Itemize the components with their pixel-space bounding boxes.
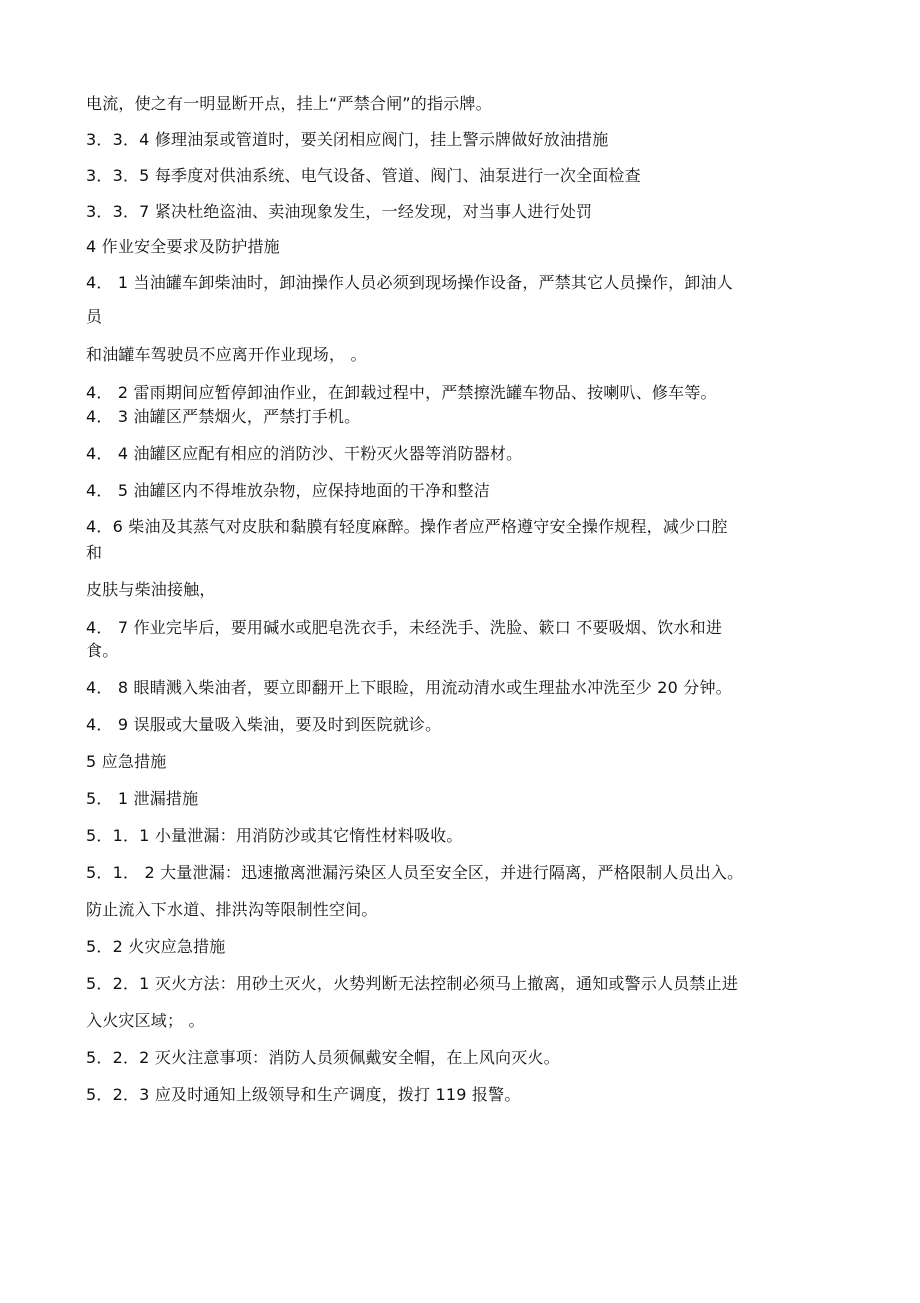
text-line-5-2-1-cont: 入火灾区域； 。 <box>86 1011 205 1030</box>
text-line-4-8: 4． 8 眼睛溅入柴油者，要立即翻开上下眼睑，用流动清水或生理盐水冲洗至少 20 分钟。 <box>86 678 732 697</box>
text-line-continuation: 电流，使之有一明显断开点，挂上“严禁合闸”的指示牌。 <box>86 94 492 113</box>
text-line-5-2-3: 5．2．3 应及时通知上级领导和生产调度，拨打 119 报警。 <box>86 1085 521 1104</box>
text-line-4-6: 4．6 柴油及其蒸气对皮肤和黏膜有轻度麻醉。操作者应严格遵守安全操作规程，减少口腔 <box>86 517 728 536</box>
text-line-4-1: 4． 1 当油罐车卸柴油时，卸油操作人员必须到现场操作设备，严禁其它人员操作，卸油人 <box>86 273 733 292</box>
text-line-4-2: 4． 2 雷雨期间应暂停卸油作业，在卸载过程中，严禁擦洗罐车物品、按喇叭、修车等。 <box>86 383 717 402</box>
text-line-4-1-cont: 和油罐车驾驶员不应离开作业现场， 。 <box>86 345 367 364</box>
text-line-4-1-wrap: 员 <box>86 307 103 326</box>
text-line-5-1-2-cont: 防止流入下水道、排洪沟等限制性空间。 <box>86 900 378 919</box>
text-line-5-2-1: 5．2．1 灭火方法：用砂土灭火，火势判断无法控制必须马上撤离，通知或警示人员禁止进 <box>86 974 739 993</box>
text-line-4-4: 4． 4 油罐区应配有相应的消防沙、干粉灭火器等消防器材。 <box>86 444 523 463</box>
text-line-4-5: 4． 5 油罐区内不得堆放杂物，应保持地面的干净和整洁 <box>86 481 490 500</box>
text-line-5-1-2: 5．1． 2 大量泄漏：迅速撤离泄漏污染区人员至安全区，并进行隔离，严格限制人员出入。 <box>86 863 744 882</box>
text-line-4-7-wrap: 食。 <box>86 641 119 660</box>
text-line-3-3-7: 3．3．7 紧决杜绝盗油、卖油现象发生，一经发现，对当事人进行处罚 <box>86 202 593 221</box>
text-line-4-6-wrap: 和 <box>86 543 103 562</box>
text-line-4-7: 4． 7 作业完毕后，要用碱水或肥皂洗衣手，未经洗手、洗脸、簌口 不要吸烟、饮水和进 <box>86 618 723 637</box>
text-line-4-6-cont: 皮肤与柴油接触， <box>86 580 216 599</box>
text-line-4-9: 4． 9 误服或大量吸入柴油，要及时到医院就诊。 <box>86 715 442 734</box>
section-heading-4: 4 作业安全要求及防护措施 <box>86 237 280 256</box>
text-line-3-3-4: 3．3．4 修理油泵或管道时，要关闭相应阀门，挂上警示牌做好放油措施 <box>86 130 609 149</box>
section-heading-5: 5 应急措施 <box>86 752 167 771</box>
text-line-5-1-1: 5．1．1 小量泄漏：用消防沙或其它惰性材料吸收。 <box>86 826 463 845</box>
text-line-5-2-2: 5．2．2 灭火注意事项：消防人员须佩戴安全帽，在上风向灭火。 <box>86 1048 560 1067</box>
text-line-3-3-5: 3．3．5 每季度对供油系统、电气设备、管道、阀门、油泵进行一次全面检查 <box>86 166 641 185</box>
subsection-heading-5-1: 5． 1 泄漏措施 <box>86 789 199 808</box>
subsection-heading-5-2: 5．2 火灾应急措施 <box>86 937 226 956</box>
text-line-4-3: 4． 3 油罐区严禁烟火，严禁打手机。 <box>86 407 361 426</box>
